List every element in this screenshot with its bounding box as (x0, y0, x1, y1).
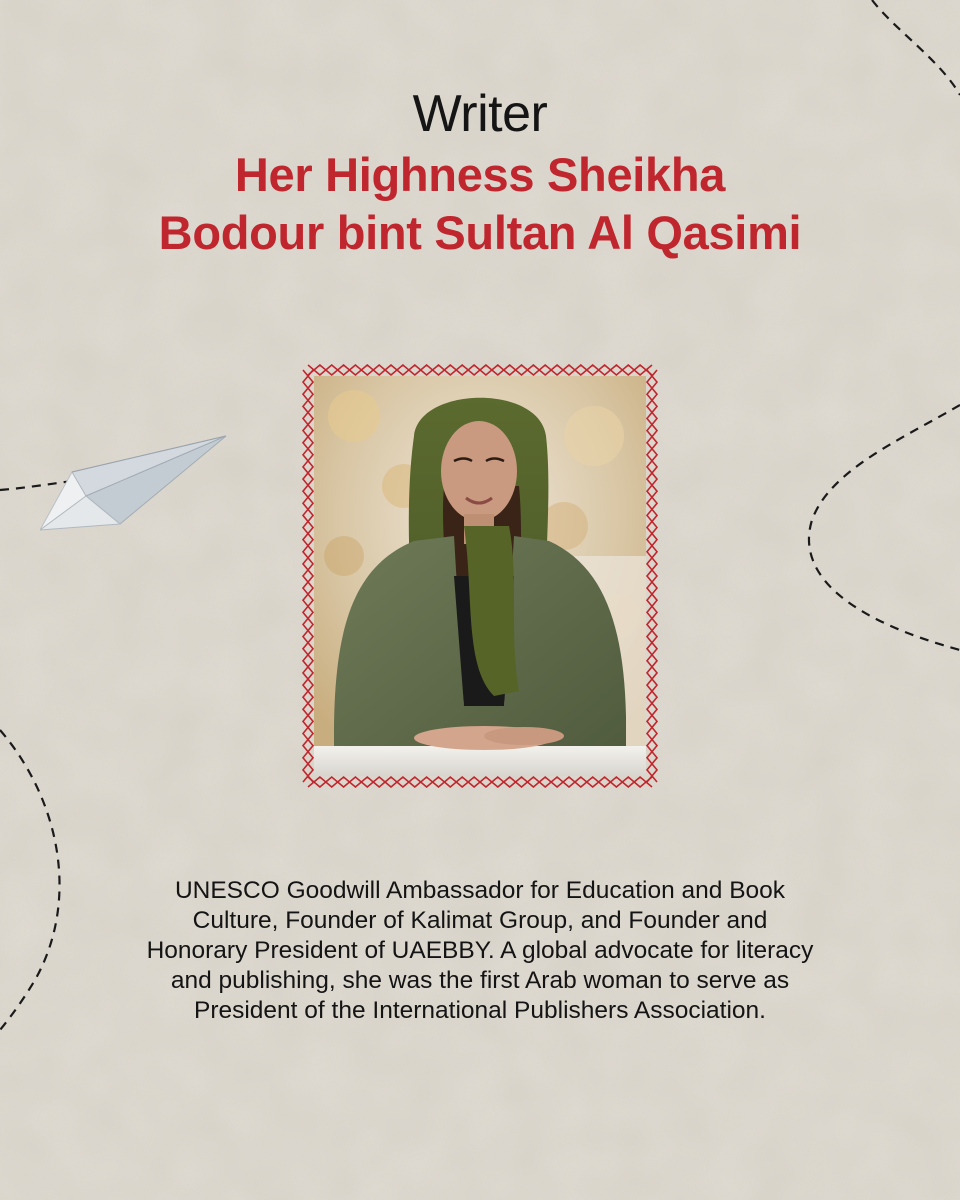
portrait-frame (302, 364, 658, 788)
zigzag-segment (308, 777, 652, 787)
name-line-2: Bodour bint Sultan Al Qasimi (158, 206, 802, 259)
zigzag-segment (308, 365, 652, 375)
title-block (0, 82, 960, 262)
bio-line-2: Culture, Founder of Kalimat Group, and Founder and (192, 907, 768, 934)
name-line-1: Her Highness Sheikha (234, 148, 726, 201)
zigzag-border (302, 364, 658, 788)
paper-plane-icon (40, 432, 230, 532)
bio-line-3: Honorary President of UAEBBY. A global advocate for literacy (146, 937, 814, 964)
bio-text (60, 876, 900, 1026)
bio-line-4: and publishing, she was the first Arab woman to serve as (170, 967, 790, 994)
bio-line-5: President of the International Publishers Association. (193, 997, 766, 1024)
bio-line-1: UNESCO Goodwill Ambassador for Education and Book (174, 877, 786, 904)
role-label: Writer (412, 85, 548, 143)
